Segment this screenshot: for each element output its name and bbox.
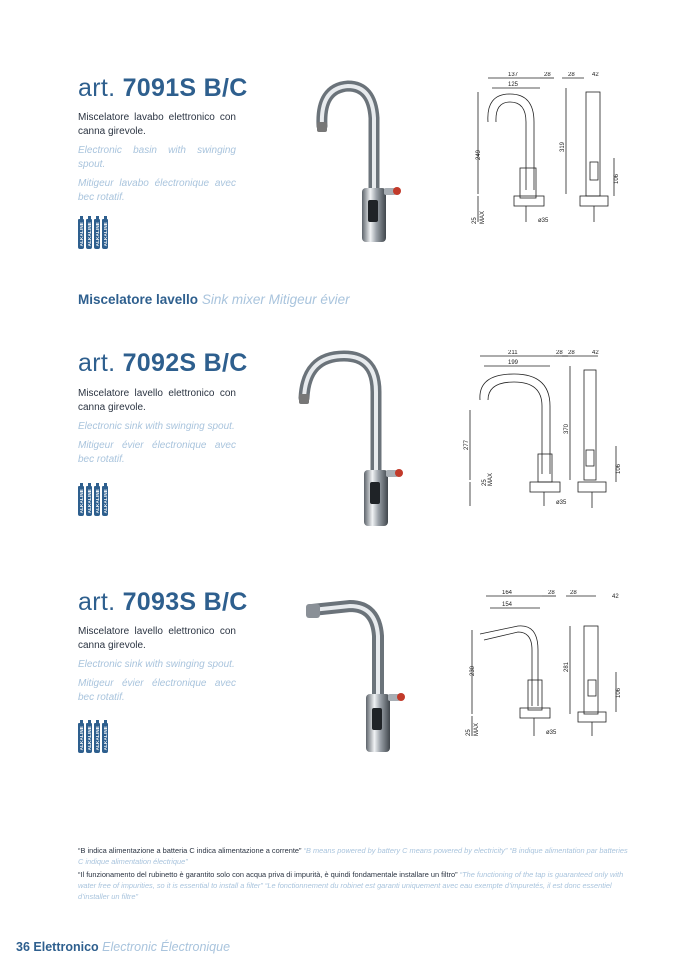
battery-icons — [78, 486, 108, 516]
title-code: 7092S B/C — [122, 349, 248, 377]
product-title — [78, 74, 248, 103]
dimension-label: ø35 — [556, 500, 567, 506]
footer-category-fr: Électronique — [160, 940, 231, 954]
page-number: 36 — [16, 940, 30, 954]
section-heading — [78, 292, 350, 307]
dimension-label: ø35 — [546, 730, 557, 736]
dimension-label: 28 — [544, 72, 551, 78]
dimension-label: 281 — [564, 661, 570, 672]
description-fr: Mitigeur lavabo électronique avec bec rotatif. — [78, 178, 236, 203]
battery-icon: ALKALINE — [78, 723, 84, 753]
battery-icon: ALKALINE — [78, 219, 84, 249]
dimension-label: 25 — [482, 479, 488, 486]
faucet-image — [300, 596, 420, 756]
product-title — [78, 588, 248, 617]
dimension-label: 164 — [502, 590, 513, 596]
page-footer — [16, 940, 230, 954]
dimension-label: 137 — [508, 72, 519, 78]
battery-icon: ALKALINE — [94, 219, 100, 249]
dimension-label: 319 — [560, 141, 566, 152]
dimension-label: 249 — [476, 149, 482, 160]
dimension-label: ø35 — [538, 218, 549, 224]
dimension-label: 42 — [592, 350, 599, 356]
dimension-label: 106 — [614, 173, 620, 184]
dimension-label: 25 — [466, 729, 472, 736]
battery-icon: ALKALINE — [86, 723, 92, 753]
battery-icon: ALKALINE — [94, 723, 100, 753]
section-heading-it: Miscelatore lavello — [78, 292, 199, 307]
description-en: Electronic basin with swinging spout. — [78, 145, 236, 170]
dimension-label: MAX — [480, 210, 486, 224]
dimension-label: 125 — [508, 82, 519, 88]
dimension-label: 230 — [470, 665, 476, 676]
faucet-image — [300, 78, 420, 248]
dimension-label: 42 — [592, 72, 599, 78]
description-en: Electronic sink with swinging spout. — [78, 421, 235, 432]
dimension-label: 28 — [568, 350, 575, 356]
description-en: Electronic sink with swinging spout. — [78, 659, 235, 670]
battery-icon: ALKALINE — [86, 219, 92, 249]
battery-icon: ALKALINE — [102, 219, 108, 249]
technical-drawing — [468, 72, 638, 232]
battery-icons — [78, 723, 108, 753]
dimension-label: 42 — [612, 594, 619, 600]
technical-drawing — [458, 350, 638, 515]
dimension-label: MAX — [474, 722, 480, 736]
battery-icon: ALKALINE — [78, 486, 84, 516]
description-it: Miscelatore lavello elettronico con canna girevole. — [78, 626, 236, 651]
note-fr: “B indique alimentation par batteries C indique alimentation électrique” — [78, 846, 628, 866]
section-heading-fr: Mitigeur évier — [268, 292, 350, 307]
note-en: “B means powered by battery C means powered by electricity” — [303, 846, 508, 855]
note-it: C indica alimentazione a corrente” — [189, 846, 302, 855]
dimension-label: 28 — [568, 72, 575, 78]
dimension-label: 106 — [616, 463, 622, 474]
dimension-label: 106 — [616, 687, 622, 698]
title-prefix: art. — [78, 588, 116, 616]
note-fr: “Le fonctionnement du robinet est garanti uniquement avec eau exempte d’impuretés, il est donc essentiel d’installer un filtre” — [78, 881, 612, 901]
section-heading-en: Sink mixer — [201, 292, 265, 307]
battery-icon: ALKALINE — [86, 486, 92, 516]
footer-category-en: Electronic — [102, 940, 158, 954]
description-it: Miscelatore lavello elettronico con canna girevole. — [78, 388, 236, 413]
dimension-label: 28 — [570, 590, 577, 596]
battery-icons — [78, 219, 108, 249]
note-it: “Il funzionamento del rubinetto è garantito solo con acqua priva di impurità, è quindi fondamentale installare un filtro” — [78, 870, 458, 879]
title-code: 7093S B/C — [122, 588, 248, 616]
footer-category-it: Elettronico — [33, 940, 99, 954]
power-note — [78, 845, 628, 867]
battery-icon: ALKALINE — [94, 486, 100, 516]
filter-note — [78, 869, 628, 902]
dimension-label: 370 — [564, 423, 570, 434]
dimension-label: 28 — [548, 590, 555, 596]
description-fr: Mitigeur évier électronique avec bec rotatif. — [78, 440, 236, 465]
faucet-image — [290, 348, 420, 528]
dimension-label: 277 — [464, 439, 470, 450]
product-title — [78, 349, 248, 378]
title-prefix: art. — [78, 349, 116, 377]
title-prefix: art. — [78, 74, 116, 102]
dimension-label: 211 — [508, 350, 518, 356]
dimension-label: 25 — [472, 217, 478, 224]
battery-icon: ALKALINE — [102, 723, 108, 753]
note-en: “The functioning of the tap is guaranteed only with water free of impurities, so it is essential to install a filter” — [78, 870, 624, 890]
description-it: Miscelatore lavabo elettronico con canna girevole. — [78, 112, 236, 137]
dimension-label: MAX — [488, 472, 494, 486]
dimension-label: 28 — [556, 350, 563, 356]
note-it: “B indica alimentazione a batteria — [78, 846, 188, 855]
battery-icon: ALKALINE — [102, 486, 108, 516]
dimension-label: 154 — [502, 602, 513, 608]
technical-drawing — [462, 590, 638, 740]
title-code: 7091S B/C — [122, 74, 248, 102]
description-fr: Mitigeur évier électronique avec bec rotatif. — [78, 678, 236, 703]
dimension-label: 199 — [508, 360, 519, 366]
